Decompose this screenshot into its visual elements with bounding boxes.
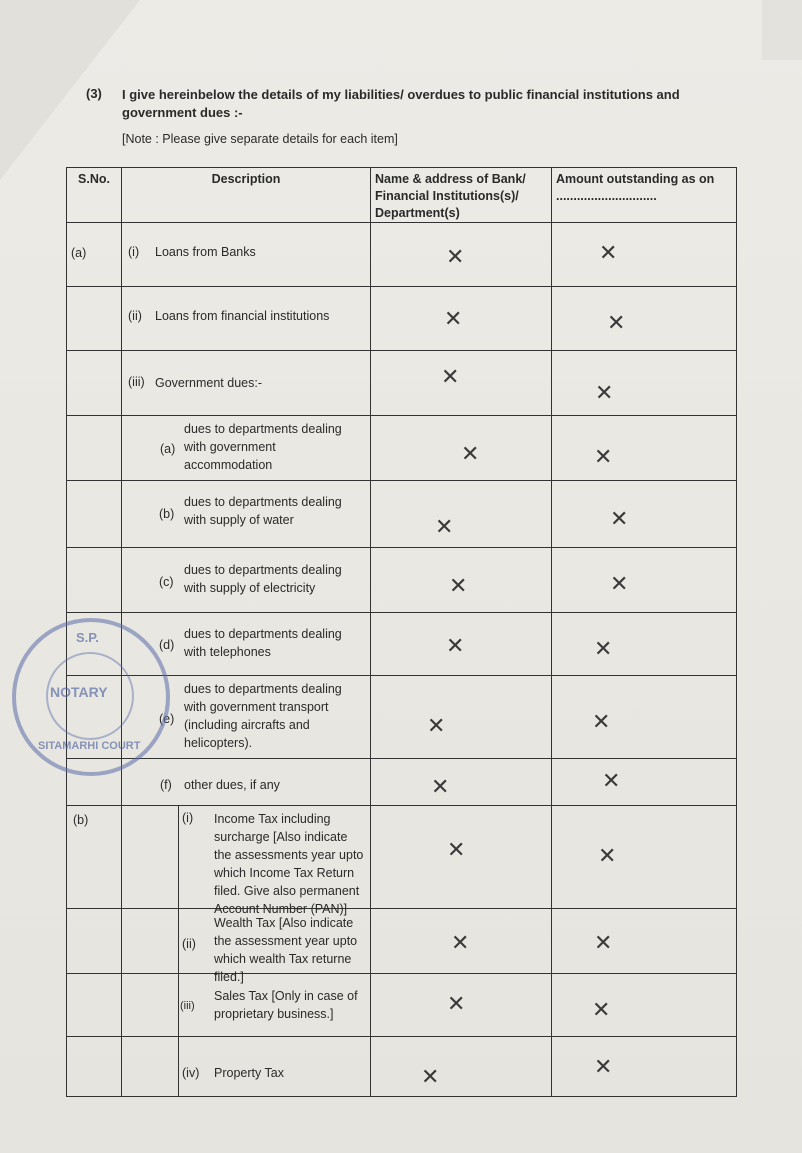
item-number: (i) — [128, 245, 140, 259]
item-text: Government dues:- — [155, 376, 262, 390]
header-description: Description — [122, 168, 371, 223]
section-number: (3) — [86, 86, 102, 101]
sno-cell — [67, 974, 122, 1037]
item-number: (f) — [160, 778, 172, 792]
item-text: other dues, if any — [184, 778, 280, 792]
amount-cell — [552, 909, 737, 974]
section-note: [Note : Please give separate details for each item] — [122, 132, 398, 146]
name-address-cell — [371, 759, 552, 806]
item-text: Income Tax including surcharge [Also indicate the assessments year upto which Income Tax Return filed. Give also permanent Account Number (PAN)] — [214, 812, 364, 916]
item-text: dues to departments dealing with supply of electricity — [184, 563, 342, 595]
paper-corner-shadow — [762, 0, 802, 60]
notary-stamp — [12, 618, 170, 776]
cross-mark: ✕ — [451, 931, 470, 956]
amount-cell — [552, 759, 737, 806]
cross-mark: ✕ — [421, 1065, 440, 1090]
header-amount: Amount outstanding as on ............................. — [552, 168, 737, 223]
cross-mark: ✕ — [602, 769, 621, 794]
table-row — [67, 223, 737, 287]
item-text: Sales Tax [Only in case of proprietary business.] — [214, 989, 358, 1021]
sno-cell — [67, 416, 122, 481]
item-number: (iii) — [180, 1000, 195, 1012]
table-row — [67, 548, 737, 613]
cross-mark: ✕ — [447, 992, 466, 1017]
amount-cell — [552, 481, 737, 548]
item-number: (ii) — [182, 937, 196, 951]
cross-mark: ✕ — [599, 241, 618, 266]
item-text: Loans from Banks — [155, 245, 256, 259]
description-cell — [122, 909, 371, 984]
name-address-cell — [371, 909, 552, 974]
sno-cell — [67, 806, 122, 909]
description-cell — [122, 223, 371, 287]
item-text: Wealth Tax [Also indicate the assessment year upto which wealth Tax returne filed.] — [214, 916, 358, 984]
item-text: dues to departments dealing with government transport (including aircrafts and helicopters). — [184, 682, 342, 750]
cross-mark: ✕ — [444, 307, 463, 332]
amount-cell — [552, 1037, 737, 1097]
description-cell — [122, 287, 371, 351]
item-number: (iii) — [128, 375, 145, 389]
item-text: Loans from financial institutions — [155, 309, 330, 323]
name-address-cell — [371, 806, 552, 909]
cross-mark: ✕ — [449, 574, 468, 599]
item-number: (c) — [159, 575, 174, 589]
stamp-bottom-text: SITAMARHI COURT — [38, 740, 141, 752]
amount-cell — [552, 351, 737, 416]
column-divider — [178, 974, 179, 1036]
cross-mark: ✕ — [427, 714, 446, 739]
description-cell — [122, 481, 371, 548]
sno-cell — [67, 351, 122, 416]
item-number: (a) — [160, 442, 176, 456]
name-address-cell — [371, 223, 552, 287]
item-number: (d) — [159, 638, 175, 652]
section-heading: I give hereinbelow the details of my liabilities/ overdues to public financial institutions and government dues :- — [122, 87, 680, 120]
amount-cell — [552, 416, 737, 481]
cross-mark: ✕ — [610, 507, 629, 532]
amount-cell — [552, 548, 737, 613]
description-cell — [122, 351, 371, 416]
amount-cell — [552, 613, 737, 676]
name-address-cell — [371, 287, 552, 351]
item-number: (i) — [182, 811, 194, 825]
sno-label-a: (a) — [71, 246, 87, 260]
item-text: dues to departments dealing with government accommodation — [184, 422, 342, 472]
table-row — [67, 613, 737, 676]
cross-mark: ✕ — [607, 311, 626, 336]
cross-mark: ✕ — [595, 381, 614, 406]
cross-mark: ✕ — [446, 245, 465, 270]
amount-cell — [552, 806, 737, 909]
description-cell — [122, 416, 371, 481]
description-cell — [122, 1037, 371, 1097]
sno-cell — [67, 223, 122, 287]
cross-mark: ✕ — [435, 515, 454, 540]
item-text: dues to departments dealing with supply of water — [184, 495, 342, 527]
liabilities-table — [66, 167, 737, 1097]
table-row — [67, 351, 737, 416]
item-number: (b) — [159, 507, 175, 521]
sno-cell — [67, 909, 122, 974]
sno-cell — [67, 287, 122, 351]
sno-label-b: (b) — [73, 813, 89, 827]
cross-mark: ✕ — [598, 844, 617, 869]
paper-fold-shadow — [0, 0, 140, 180]
name-address-cell — [371, 351, 552, 416]
cross-mark: ✕ — [446, 634, 465, 659]
name-address-cell — [371, 416, 552, 481]
stamp-middle-text: NOTARY — [50, 684, 108, 700]
amount-cell — [552, 287, 737, 351]
column-divider — [178, 806, 179, 908]
description-cell — [122, 974, 371, 1037]
table-row — [67, 1037, 737, 1097]
name-address-cell — [371, 974, 552, 1037]
column-divider — [178, 909, 179, 973]
name-address-cell — [371, 548, 552, 613]
name-address-cell — [371, 613, 552, 676]
cross-mark: ✕ — [594, 637, 613, 662]
item-number: (iv) — [182, 1066, 200, 1080]
cross-mark: ✕ — [594, 1055, 613, 1080]
header-name-address: Name & address of Bank/ Financial Institutions(s)/ Department(s) — [371, 168, 552, 223]
header-sno: S.No. — [67, 168, 122, 223]
item-text: dues to departments dealing with telephones — [184, 627, 342, 659]
description-cell — [122, 548, 371, 613]
cross-mark: ✕ — [447, 838, 466, 863]
cross-mark: ✕ — [594, 445, 613, 470]
sno-cell — [67, 548, 122, 613]
table-row — [67, 759, 737, 806]
table-row — [67, 806, 737, 909]
cross-mark: ✕ — [431, 775, 450, 800]
table-row — [67, 974, 737, 1037]
name-address-cell — [371, 1037, 552, 1097]
sno-cell — [67, 1037, 122, 1097]
amount-cell — [552, 676, 737, 759]
item-number: (e) — [159, 712, 175, 726]
column-divider — [178, 1037, 179, 1096]
item-number: (ii) — [128, 309, 142, 323]
cross-mark: ✕ — [592, 710, 611, 735]
cross-mark: ✕ — [592, 998, 611, 1023]
cross-mark: ✕ — [461, 442, 480, 467]
cross-mark: ✕ — [610, 572, 629, 597]
name-address-cell — [371, 676, 552, 759]
name-address-cell — [371, 481, 552, 548]
item-text: Property Tax — [214, 1066, 284, 1080]
stamp-top-text: S.P. — [76, 630, 99, 645]
amount-cell — [552, 223, 737, 287]
table-row — [67, 481, 737, 548]
table-header-row — [67, 168, 737, 223]
description-cell — [122, 759, 371, 806]
cross-mark: ✕ — [594, 931, 613, 956]
amount-cell — [552, 974, 737, 1037]
table-row — [67, 909, 737, 974]
cross-mark: ✕ — [441, 365, 460, 390]
description-cell — [122, 806, 371, 916]
sno-cell — [67, 481, 122, 548]
table-row — [67, 416, 737, 481]
table-row — [67, 287, 737, 351]
